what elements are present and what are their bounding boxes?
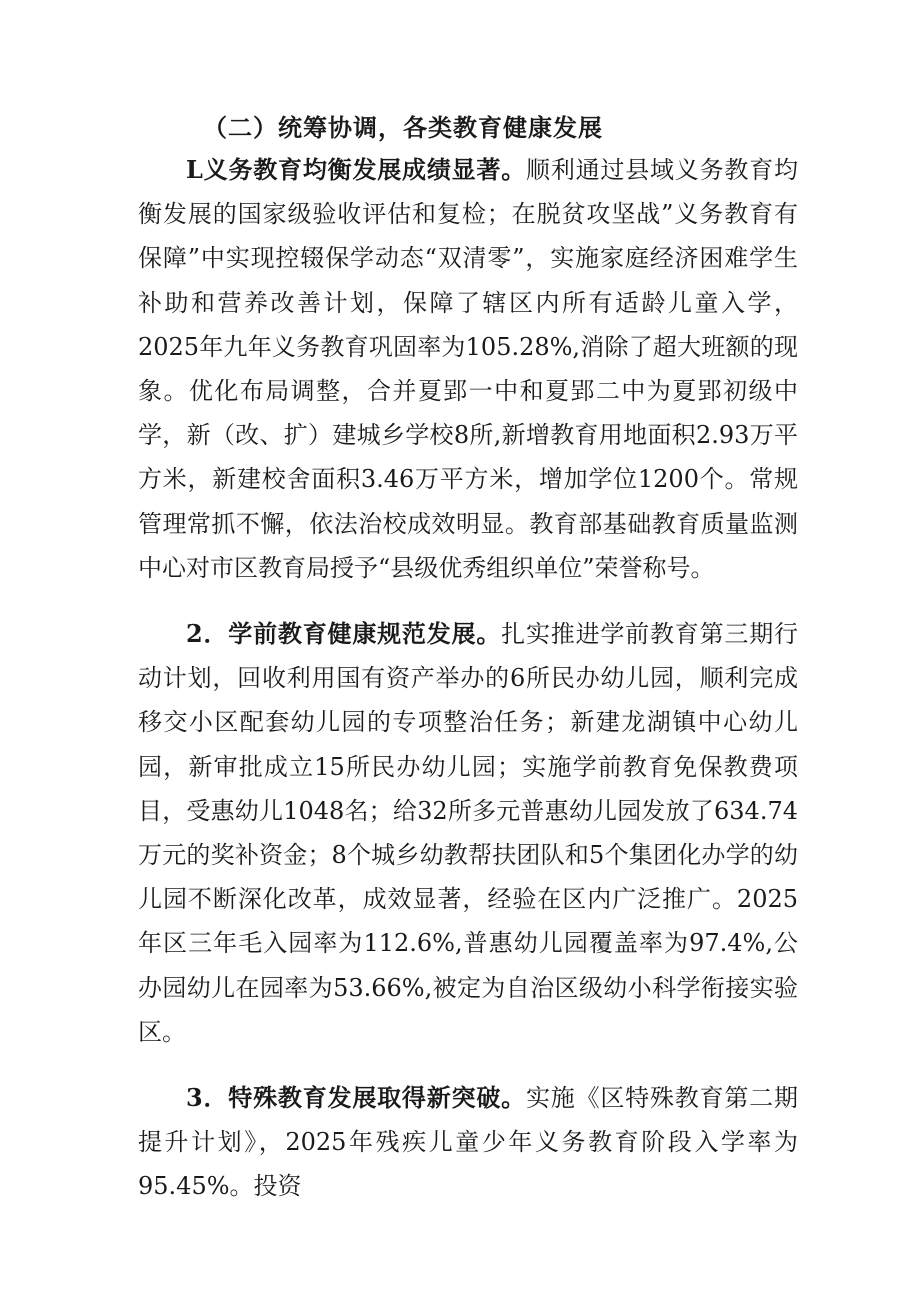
paragraph-lead: L义务教育均衡发展成绩显著。 [186, 155, 527, 184]
paragraph-preschool-education [138, 612, 798, 1054]
paragraph-body: 扎实推进学前教育第三期行动计划，回收利用国有资产举办的6所民办幼儿园，顺利完成移交小区配套幼儿园的专项整治任务；新建龙湖镇中心幼儿园，新审批成立15所民办幼儿园；实施学前教育免保教费项目，受惠幼儿1048名；给32所多元普惠幼儿园发放了634.74万元的奖补资金；8个城乡幼教帮扶团队和5个集团化办学的幼儿园不断深化改革，成效显著，经验在区内广泛推广。2025年区三年毛入园率为112.6%,普惠幼儿园覆盖率为97.4%,公办园幼儿在园率为53.66%,被定为自治区级幼小科学衔接实验区。 [138, 620, 798, 1046]
paragraph-body: 顺利通过县域义务教育均衡发展的国家级验收评估和复检；在脱贫攻坚战”义务教育有保障”中实现控辍保学动态“双清零”，实施家庭经济困难学生补助和营养改善计划，保障了辖区内所有适龄儿童入学，2025年九年义务教育巩固率为105.28%,消除了超大班额的现象。优化布局调整，合并夏郢一中和夏郢二中为夏郢初级中学，新（改、扩）建城乡学校8所,新增教育用地面积2.93万平方米，新建校舍面积3.46万平方米，增加学位1200个。常规管理常抓不懈，依法治校成效明显。教育部基础教育质量监测中心对市区教育局授予“县级优秀组织单位”荣誉称号。 [138, 156, 798, 582]
paragraph-lead: 3．特殊教育发展取得新突破。 [186, 1083, 526, 1112]
section-heading: （二）统筹协调，各类教育健康发展 [203, 113, 603, 142]
paragraph-compulsory-education [138, 148, 798, 590]
paragraph-lead: 2．学前教育健康规范发展。 [186, 619, 502, 648]
paragraph-body: 实施《区特殊教育第二期提升计划》，2025年残疾儿童少年义务教育阶段入学率为95.45%。投资 [138, 1084, 799, 1201]
paragraph-special-education [138, 1076, 798, 1209]
